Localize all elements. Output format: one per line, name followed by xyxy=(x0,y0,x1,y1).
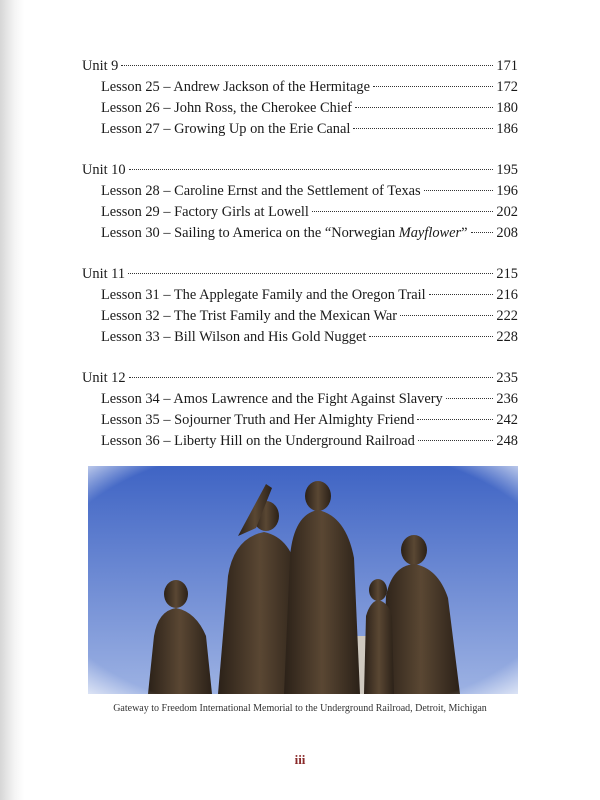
lesson-entry xyxy=(82,98,518,119)
vignette xyxy=(88,466,518,694)
lesson-entry xyxy=(82,223,518,244)
dot-leader xyxy=(121,65,493,66)
lesson-page-number: 242 xyxy=(496,412,518,428)
lesson-title-prefix: Lesson 30 – Sailing to America on the “Norwegian xyxy=(101,225,399,241)
unit-block xyxy=(82,368,518,452)
memorial-statues-illustration xyxy=(88,466,518,694)
unit-title: Unit 10 xyxy=(82,162,126,178)
dot-leader xyxy=(353,128,493,129)
dot-leader xyxy=(128,273,493,274)
unit-block xyxy=(82,56,518,140)
lesson-title: Lesson 35 – Sojourner Truth and Her Almighty Friend xyxy=(101,412,415,428)
dot-leader xyxy=(355,107,493,108)
page-gutter-shadow xyxy=(0,0,24,800)
dot-leader xyxy=(129,169,494,170)
dot-leader xyxy=(429,294,494,295)
unit-title: Unit 9 xyxy=(82,58,119,74)
lesson-page-number: 180 xyxy=(496,100,518,116)
lesson-title: Lesson 34 – Amos Lawrence and the Fight Against Slavery xyxy=(101,391,443,407)
lesson-title: Lesson 25 – Andrew Jackson of the Hermitage xyxy=(101,79,370,95)
lesson-entry xyxy=(82,77,518,98)
lesson-entry xyxy=(82,410,518,431)
lesson-entry xyxy=(82,181,518,202)
unit-page-number: 235 xyxy=(496,370,518,386)
lesson-title: Lesson 29 – Factory Girls at Lowell xyxy=(101,204,309,220)
dot-leader xyxy=(417,419,493,420)
dot-leader xyxy=(129,377,494,378)
lesson-entry xyxy=(82,306,518,327)
dot-leader xyxy=(424,190,494,191)
unit-title: Unit 11 xyxy=(82,266,126,282)
lesson-title-italic: Mayflower xyxy=(398,225,462,241)
dot-leader xyxy=(312,211,494,212)
lesson-page-number: 228 xyxy=(496,329,518,345)
lesson-title-suffix: ” xyxy=(461,225,468,241)
lesson-title: Lesson 27 – Growing Up on the Erie Canal xyxy=(101,121,351,137)
unit-block xyxy=(82,160,518,244)
lesson-page-number: 248 xyxy=(496,433,518,449)
lesson-entry xyxy=(82,389,518,410)
lesson-page-number: 186 xyxy=(496,121,518,137)
dot-leader xyxy=(373,86,493,87)
lesson-title xyxy=(101,223,468,244)
dot-leader xyxy=(446,398,494,399)
lesson-page-number: 172 xyxy=(496,79,518,95)
lesson-page-number: 208 xyxy=(496,225,518,241)
unit-entry xyxy=(82,160,518,181)
dot-leader xyxy=(369,336,493,337)
lesson-title: Lesson 28 – Caroline Ernst and the Settlement of Texas xyxy=(101,183,421,199)
unit-page-number: 195 xyxy=(496,162,518,178)
unit-block xyxy=(82,264,518,348)
lesson-entry xyxy=(82,327,518,348)
dot-leader xyxy=(418,440,494,441)
dot-leader xyxy=(471,232,494,233)
lesson-page-number: 216 xyxy=(496,287,518,303)
unit-entry xyxy=(82,368,518,389)
unit-page-number: 171 xyxy=(496,58,518,74)
unit-title: Unit 12 xyxy=(82,370,126,386)
lesson-entry xyxy=(82,202,518,223)
lesson-title: Lesson 33 – Bill Wilson and His Gold Nugget xyxy=(101,329,367,345)
unit-entry xyxy=(82,56,518,77)
lesson-page-number: 196 xyxy=(496,183,518,199)
table-of-contents xyxy=(82,56,518,472)
lesson-title: Lesson 32 – The Trist Family and the Mexican War xyxy=(101,308,398,324)
lesson-page-number: 202 xyxy=(496,204,518,220)
page-number: iii xyxy=(294,752,306,767)
lesson-page-number: 236 xyxy=(496,391,518,407)
unit-page-number: 215 xyxy=(496,266,518,282)
lesson-page-number: 222 xyxy=(496,308,518,324)
unit-entry xyxy=(82,264,518,285)
memorial-photo xyxy=(88,466,518,694)
lesson-entry xyxy=(82,285,518,306)
lesson-title: Lesson 26 – John Ross, the Cherokee Chief xyxy=(101,100,353,116)
lesson-entry xyxy=(82,431,518,452)
dot-leader xyxy=(400,315,493,316)
lesson-title: Lesson 36 – Liberty Hill on the Underground Railroad xyxy=(101,433,415,449)
lesson-title: Lesson 31 – The Applegate Family and the Oregon Trail xyxy=(101,287,426,303)
lesson-entry xyxy=(82,119,518,140)
figure-caption: Gateway to Freedom International Memorial to the Underground Railroad, Detroit, Michigan xyxy=(113,703,487,714)
